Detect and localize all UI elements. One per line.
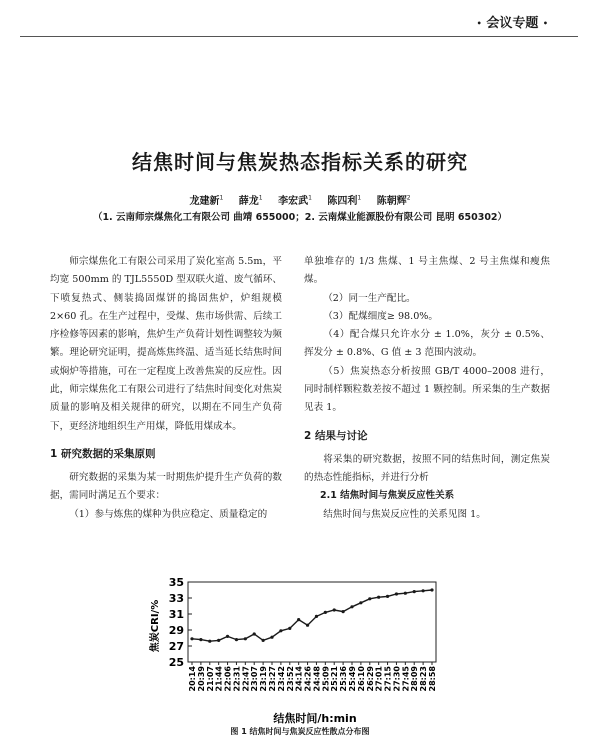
data-point: [395, 592, 398, 595]
left-column: [50, 253, 282, 524]
data-point: [306, 624, 309, 627]
data-point: [430, 588, 433, 591]
subsection-heading: 2.1 结焦时间与焦炭反应性关系: [320, 490, 455, 502]
x-tick-label: 27:30: [392, 666, 402, 692]
right-column: [304, 253, 550, 524]
x-tick-label: 23:42: [276, 666, 286, 692]
author: 李宏武$^1$: [278, 194, 312, 207]
y-tick-label: 35: [168, 576, 184, 589]
paper-title: 结焦时间与焦炭热态指标关系的研究: [132, 150, 468, 174]
x-tick-label: 27:01: [374, 666, 384, 692]
x-tick-label: 28:09: [410, 666, 420, 692]
x-tick-label: 23:07: [250, 666, 260, 692]
x-tick-label: 24:26: [303, 666, 313, 692]
data-point: [199, 638, 202, 641]
data-point: [297, 618, 300, 621]
data-point: [270, 636, 273, 639]
data-point: [359, 601, 362, 604]
x-tick-label: 25:09: [321, 666, 331, 692]
x-tick-label: 20:14: [188, 666, 197, 692]
y-axis-label: 焦炭CRI/%: [150, 599, 161, 653]
y-tick-label: 29: [168, 624, 184, 637]
section-heading-1: 1 研究数据的采集原则: [50, 447, 156, 460]
data-point: [324, 611, 327, 614]
x-tick-label: 24:14: [294, 666, 304, 692]
x-tick-label: 25:21: [330, 666, 340, 692]
data-point: [422, 589, 425, 592]
author: 陈朝辉$^2$: [376, 194, 411, 207]
data-point: [404, 592, 407, 595]
x-tick-label: 25:36: [339, 666, 349, 692]
paragraph: （3）配煤细度≥ 98.0%。: [323, 310, 439, 322]
affiliation: （1. 云南师宗煤焦化工有限公司 曲靖 655000；2. 云南煤业能源股份有限公司 昆明 650302）: [92, 212, 508, 223]
header-dot-right: •: [542, 19, 548, 28]
x-tick-label: 24:48: [312, 666, 322, 692]
header-dot-left: •: [476, 19, 482, 28]
x-tick-label: 28:58: [428, 666, 437, 692]
data-point: [350, 605, 353, 608]
data-point: [333, 608, 336, 611]
x-tick-label: 21:44: [214, 666, 224, 692]
x-tick-label: 28:23: [419, 666, 429, 692]
author: 龙建新$^1$: [189, 194, 224, 207]
x-tick-label: 27:45: [401, 666, 411, 692]
author: 陈四利$^1$: [327, 194, 362, 207]
series-line: [192, 590, 432, 641]
x-tick-label: 22:47: [241, 666, 251, 692]
section-label: 会议专题: [486, 16, 539, 31]
data-point: [386, 595, 389, 598]
section-header: [477, 12, 548, 31]
paragraph: 结焦时间与焦炭反应性的关系见图 1。: [323, 508, 486, 520]
intro-paragraph: 师宗煤焦化工有限公司采用了炭化室高 5.5m，平均宽 500mm 的 TJL5550D 型双联火道、废气循环、下喷复热式、侧装捣固煤饼的捣固焦炉，炉组规模 2×60 孔。在生产过程中，受煤、焦市场供需、后续工序检修等因素的影响，焦炉生产负荷计划性调整较为频繁。理论研究证明，提高炼焦终温、适当延长结焦时间或焖炉等措施，可在一定程度上改善焦炭的反应性。因此，师宗煤焦化工有限公司进行了结焦时间变化对焦炭质量的影响及相关规律的研究，以期在不同生产负荷下，更经济地组织生产用煤，降低用煤成本。: [50, 256, 282, 432]
x-tick-label: 21:07: [205, 666, 215, 692]
data-point: [413, 590, 416, 593]
data-point: [190, 637, 193, 640]
x-tick-label: 23:27: [268, 666, 277, 692]
data-point: [315, 615, 318, 618]
data-point: [235, 638, 238, 641]
x-tick-label: 23:52: [285, 666, 295, 692]
data-point: [288, 627, 291, 630]
data-point: [368, 597, 371, 600]
data-point: [226, 635, 229, 638]
y-tick-label: 27: [168, 640, 184, 653]
data-point: [208, 640, 211, 643]
header-rule: [20, 36, 578, 37]
data-point: [262, 639, 265, 642]
y-tick-label: 33: [168, 592, 184, 605]
paragraph: （4）配合煤只允许水分 ± 1.0%，灰分 ± 0.5%、挥发分 ± 0.8%、G 值 ± 3 范围内波动。: [304, 329, 550, 359]
x-tick-label: 23:19: [259, 666, 269, 692]
data-point: [217, 639, 220, 642]
paragraph: （5）焦炭热态分析按照 GB/T 4000–2008 进行，同时制样颗粒数差按不超过 1 颗控制。所采集的生产数据见表 1。: [304, 365, 550, 414]
paragraph: 研究数据的采集为某一时期焦炉提升生产负荷的数据，需同时满足五个要求：: [50, 471, 282, 502]
x-tick-label: 20:39: [196, 666, 206, 692]
figure-caption: 图 1 结焦时间与焦炭反应性散点分布图: [230, 727, 370, 736]
x-tick-label: 22:06: [223, 666, 233, 692]
x-axis-label: 结焦时间/h:min: [273, 712, 357, 725]
data-point: [279, 629, 282, 632]
section-heading-2: 2 结果与讨论: [304, 429, 368, 442]
paragraph: 单独堆存的 1/3 焦煤、1 号主焦煤、2 号主焦煤和瘦焦煤。: [304, 256, 550, 286]
paragraph: 将采集的研究数据，按照不同的结焦时间，测定焦炭的热态性能指标，并进行分析: [304, 453, 550, 483]
x-tick-label: 22:31: [232, 666, 242, 692]
paragraph: （2）同一生产配比。: [323, 292, 416, 304]
data-point: [253, 632, 256, 635]
data-point: [377, 596, 380, 599]
y-tick-label: 25: [168, 656, 184, 669]
x-tick-label: 26:29: [365, 666, 375, 692]
data-point: [342, 610, 345, 613]
paragraph: （1）参与炼焦的煤种为供应稳定、质量稳定的: [69, 508, 268, 520]
author-list: [0, 192, 600, 207]
x-tick-label: 27:15: [383, 666, 393, 692]
y-tick-label: 31: [168, 608, 184, 621]
author: 薛龙$^1$: [238, 194, 263, 207]
x-tick-label: 25:49: [348, 666, 357, 692]
data-point: [244, 637, 247, 640]
x-tick-label: 26:10: [356, 666, 366, 692]
cri-line-chart: [140, 576, 440, 726]
